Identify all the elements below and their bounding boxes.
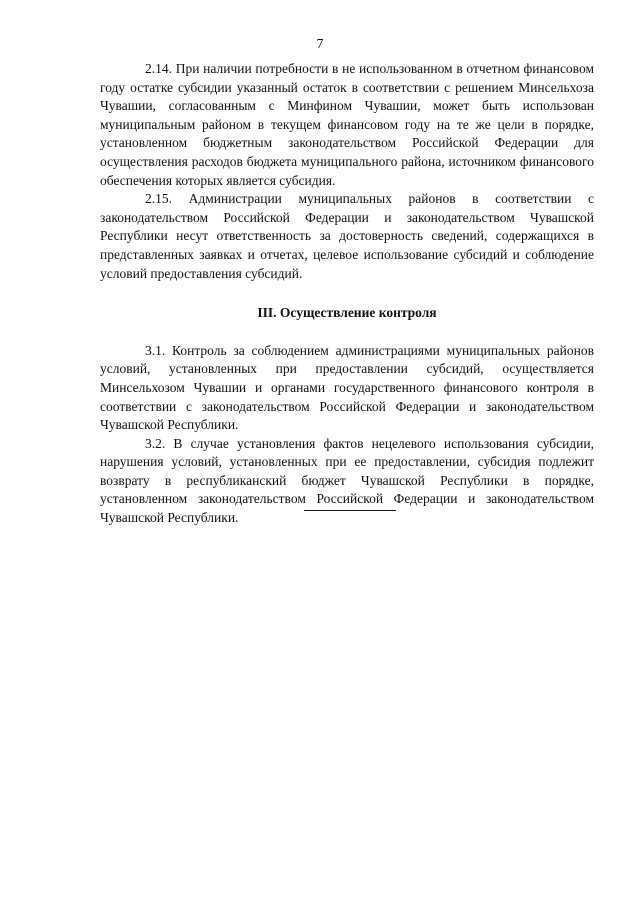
paragraph-3-1: 3.1. Контроль за соблюдением администрациями муниципальных районов условий, установленных при предоставлении субсидий, осуществляется Минсельхозом Чувашии и органами государственного финансового контроля в соответствии с законодательством Российской Федерации и законодательством Чувашской Республики. xyxy=(100,342,594,433)
page-number: 7 xyxy=(316,36,324,51)
section-heading: III. Осуществление контроля xyxy=(257,305,437,321)
paragraph-2-15: 2.15. Администрации муниципальных районов в соответствии с законодательством Российской Федерации и законодательством Чувашской Республики несут ответственность за достоверность сведений, содержащихся в представленных заявках и отчетах, целевое использование субсидий и соблюдение условий предоставления субсидий. xyxy=(100,191,594,281)
end-of-document-rule xyxy=(304,510,396,511)
paragraph-2-14: 2.14. При наличии потребности в не использованном в отчетном финансовом году остатке субсидии указанный остаток в соответствии с решением Минсельхоза Чувашии, согласованным с Минфином Чувашии, может быть использован муниципальным районом в текущем финансовом году на те же цели в порядке, установленном бюджетным законодательством Российской Федерации для осуществления расходов бюджета муниципального района, источником финансового обеспечения которых является субсидия. xyxy=(100,61,594,188)
paragraph-3-2: 3.2. В случае установления фактов нецелевого использования субсидии, нарушения условий, установленных при ее предоставлении, субсидия подлежит возврату в республиканский бюджет Чувашской Республики в порядке, установленном законодательством Российской Федерации и законодательством Чувашской Республики. xyxy=(100,435,594,526)
document-body xyxy=(100,60,594,528)
